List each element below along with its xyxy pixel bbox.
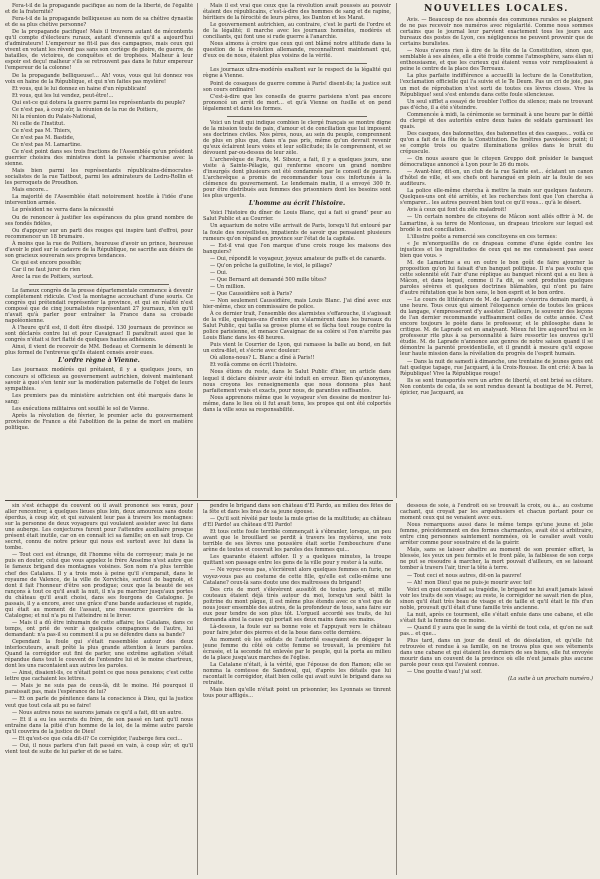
paragraph: Et vous, qui les lui vendez, peut-être!... (12, 92, 114, 99)
paragraph: dessous de soie, à l'endroit où se trouvait la croix, ou à... au costume cachant, qui croyait par les arquebusiers et chacun portant pour ce moment ceux qui ne venaient avec eux. (400, 503, 593, 522)
article-heading: L'ordre règne à Vienne. (58, 357, 140, 365)
paragraph: Et vous, qui le lui donnez en haine d'un républicain! (12, 85, 147, 92)
paragraph: Le fameux congrès de la presse départementale commence à devenir complètement ridicule. C'est la montagne accouchant d'une souris. Ce congrès qui prétendait représenter la province, et qui en réalité n'est composé que de cinq journalistes représentant 27 journaux, n'en qu'il n'avait qu'à parler pour entraîner la France dans sa croisade napoléonienne. (5, 287, 193, 325)
paragraph: — Et qu'est-ce que cela dit-il? Ce corrégidor, l'auberge fera ceci... (12, 735, 183, 742)
paragraph: — Ah! mon Dieu! que ne puis-je mourir avec toi! (407, 579, 533, 586)
section-divider (227, 116, 367, 117)
paragraph: Avis. — Beaucoup de nos abonnés des communes rurales se plaignent de ne pas recevoir nos numéros avec régularité. Comme nous sommes certains que le journal leur parvient exactement tous les jours aux bureaux des postes de Lyon, ces négligences ne peuvent provenir que de certains buralistes. (400, 17, 593, 48)
paragraph: — Le cours de littérature de M. de Laprade s'ouvrira demain mardi, à une heure. Tous ceux qui aiment l'éloquence ornée de toutes les grâces du langage, s'empresseront d'y assister. D'ailleurs, le souvenir des leçons de l'an dernier recommande suffisamment celles de cette année. C'est encore toujours le poète dans le professeur, et le philosophe dans le critique. M. de Laprade est en analysant. Mieux fut lire aujourd'hui en le professeur rite plus à sa personnalité à faire ressortir les œuvres qu'il étudie. M. de Laprade n'annonce aux genres de notre saison quand il se démontre la parenté providentielle, et il grandit à mesure qu'il expose leur haute mission dans la révélation du progrès de l'esprit humain. (400, 297, 593, 358)
paragraph: Les journaux ultra-modérés exaltent sur le respect de la légalité qui règne à Vienne. (203, 67, 391, 80)
paragraph: Ce n'est pas M. Lamartine. (12, 141, 82, 148)
paragraph: Les premiers pas du ministère autrichien ont été marqués dans le sang; (5, 392, 193, 405)
paragraph: À ce dernier trait, l'ensemble des alarmistes s'effarouche, il s'agissait de la ville, quelques-uns d'entre eux s'alarmèrent dans les bureaux du Salut Public, qui tailla sa grosse plume et se fâcha tout rouge contre la police parisienne, et menace Cavaignac de sa colère si l'on n'arrête pas Louis Blanc dans les 48 heures. (203, 311, 391, 342)
paragraph: — Nous autres nous ne saurons jamais ce qu'il a fait, dit un autre. (12, 709, 183, 716)
column-1 (5, 3, 193, 498)
paragraph: De la propagande pacifique! Mais il trouvera autant de mécontents qu'il compte d'électeurs ruraux, autant d'ennemis qu'il a aujourd'hui d'admirateurs! L'empereur ne fit-il pas des campagnes, mais ceux qui vivent en votant les rêvent pas sans son cortège de gloire, de guerre, de batailles, de victoires, de conquêtes et de trophées. Malheur à leur espoir est deçu! malheur s'ils se retrouvent pas dans le futur empereur l'empereur de la colonne! (5, 29, 193, 72)
paragraph: La nuit, après ce tourment, elle s'était enfuie dans une cabane, et elle s'était fait la femme de ce moine. (400, 611, 593, 624)
section-heading: NOUVELLES LOCALES. (424, 4, 569, 14)
section-divider (227, 63, 367, 64)
paragraph: M. de Lamartine a eu en outre le bon goût de faire ajourner la proposition qu'on lui faisait d'un banquet politique. Il n'a pas voulu que cette solennité eût l'air d'une réplique au banquet récent qui a eu lieu à Mâcon, et dans lequel, comme il l'a dit, se sont produites quelques paroles sévères et quelques doctrines blâmables, qui n'ont pu faire d'autre réfutation que le bon sens, le bon esprit et le bon ordre. (400, 259, 593, 297)
paragraph: Ce n'est pas, à coup sûr, la réunion de la rue de Poitiers, (12, 106, 158, 113)
paragraph: Ce n'est pas M. Bastide, (12, 134, 75, 141)
paragraph: Mais encore... (12, 187, 49, 194)
paragraph: Point de cosaques de guerre comme à Paris! disent-ils; la justice suit son cours ordinaire! (203, 80, 391, 93)
paragraph: Mais, sans se laisser abattre au moment de son premier effort, la blessée, les yeux un peu fermés et le front pâle, la faiblesse de son corps ne put se résoudre à marcher, la mort pouvait d'ailleurs, en se laissant tomber à travers l'air, tirer la tête à terre. (400, 547, 593, 572)
paragraph: — Et on parle de pénitence dans la conscience à Dieu, qui la justice veut que tout cela ait pu se faire! (5, 696, 193, 709)
paragraph: Un aquarium de notre ville arrivait de Paris, lorsqu'il fut entouré par la foule des nouvellistes, impatients de savoir que pensaient plusieurs rumeurs qu'on répand en province sur l'état de la capitale. (203, 223, 391, 242)
paragraph: Mais il est vrai que ceux que la révolution avait poussés au pouvoir étaient des républicains, c'est-à-dire des hommes de sang et de rapine, héritiers de la férocité de leurs pères, les Danton et les Marat. (203, 3, 391, 22)
paragraph: — Un million. (210, 283, 246, 290)
paragraph: À moins que la rue de Poitiers, heureuse d'avoir un prince, heureuse d'avoir le pied sur le cadavre de la République, ne sacrifie aux désirs de son gracieux souverain ses propres tendances. (5, 240, 193, 259)
paragraph: Voici un trait qui indique combien le clergé français se montre digne de la mission toute de paix, d'amour et de conciliation que lui imposent ses doctrines civiles. Nos pères, nous, au sein du peuple, comprennent de plus en plus que, dans n'a pas pris, même qu'un devrait revenir qu'eux éclairent leurs voies et leur sollicitude; ils le comprennent, et se dévouent par-ou-dessus de leur zèle. (203, 119, 391, 156)
feuilleton-rule (5, 500, 393, 501)
paragraph: Puis vient le Courrier de Lyon, qui ramasse la balle au bond, en fait un extra-filet, et s'écrie avec douleur: (203, 342, 391, 355)
paragraph: L'illustre poète a remercié ses concitoyens en ces termes: (407, 233, 557, 240)
paragraph: Ce n'est pas M. Thiers, (12, 127, 72, 134)
paragraph: Ils se sont transportés vers un arbre de liberté, et ont brisé sa clôture. Non contents de cela, ils se sont rendus devant la boutique de M. Perret, épicier, rue Jacquard, au (400, 377, 593, 396)
paragraph: Fera-t-il de la propagande belliqueuse au nom de sa chétive dynastie et de sa plus chétive personne? (5, 16, 193, 29)
paragraph: Des cris de mort s'élevèrent aussitôt de toutes parts, et mille couteaux étaient déjà tirés autour du moi, lorsqu'un seul bâtit la poitrine du mont pâque, il est même plus étendu avec ce n'est que de nous jouer ensemble des autres, de la profondeur de tous, sans faire sur eux pour tendre de son plus tôt. L'orgueil accordé ses traits, de lui demanda ainsi la cause qui portait ses deux mains dans ses mains. (203, 586, 391, 623)
paragraph: Ainsi, il vient de recevoir de MM. Bedeau et Cormenin le démenti le plus formel de l'entrevue qu'ils étaient censés avoir eues. (5, 344, 193, 357)
paragraph: Car il ne faut jurer de rien (12, 266, 81, 273)
paragraph: Plus tard, dans un jour de deuil et de désolation, et qu'elle fut retrouvée et rendue à sa famille, on ne trouva plus que ses vêtements dans une cabane et qui étaient les derniers de ses biens, elle fut envoyée mourir dans un couvent de la province où elle n'eut jamais plus aucune parole pour ceux qui l'avaient connue. (400, 637, 593, 669)
paragraph: La plus parfaite indifférence a accueilli la lecture de la Constitution, l'exclamation officielle qui l'a suivie et le Te Deum. Pas un cri de joie, pas un mot de réprobation n'est sorti de toutes ces lèvres closes. Vive la République! seul s'est entendu dans cette foule silencieuse. (400, 73, 593, 98)
paragraph: Nous aimons à croire que ceux qui ont blâmé notre attitude dans la question de la révolution allemande, reconnaîtront maintenant qui, d'eux ou de nous, étaient plus voisins de la vérité. (203, 41, 391, 60)
paragraph: La Catalane n'était, à la vérité, que l'épouse de don Ramon; elle se nomma la comtesse de Sandoval, qui, d'après les détails que lui racontait le corrégidor, était bien celle qui avait suivi le brigand dans sa retraite. (203, 662, 391, 687)
paragraph: L'archevêque de Paris, M. Sibour, a fait, il y a quelques jours, une visite à Sainte-Pélagie, qui renferme encore un grand nombre d'insurgés dont plusieurs ont été condamnés par le conseil de guerre. L'archevêque a promis de recommander tous ces infortunés à la clémence du gouvernement. Le lendemain matin, il a envoyé 300 fr. pour être distribués aux femmes des prisonniers dont les besoins sont les plus urgents. (203, 157, 391, 200)
feuilleton-column-2 (203, 503, 391, 875)
paragraph: Au moment où les soldats de l'autorité essayaient de dégager la jeune femme du côté où cette femme se trouvait, la première fut écrasée, et la seconde fut enlevée par le peuple, qui la porta au milieu de la place jusqu'aux marches de l'église. (203, 636, 391, 662)
paragraph: — Oui, répondit le voyageur, joyeux amateur de puffs et de canards. (210, 255, 387, 262)
column-2 (203, 3, 391, 498)
paragraph: Un seul sifflet a essayé de troubler l'office du silence; mais ne trouvant pas d'écho, il a été s'éteindre. (400, 98, 593, 111)
paragraph: Où allons-nous? L. Blanc a dîné à Paris!! (210, 355, 315, 362)
paragraph: — Oui, il nous parlera d'un fait passé en vain, à coup sûr; et qu'il vient tout de suite de lui parler et de se taire. (5, 742, 193, 755)
paragraph: Voici en quoi consistait sa tragédie, le brigand ne lui avait jamais laissé voir les traits de son visage; au reste, le corrégidor ne savait rien de plus, sinon qu'il était très beau de visage et de taille et qu'il était le fils d'un noble, prouvait qu'il était d'une famille très ancienne. (400, 586, 593, 611)
paragraph: Mais bien parmi les représentants républicains-démocrates-socialistes de la rue Taitbout, parmi les admirateurs de Ledru-Rollin et les perroquets de Proudhon. (5, 168, 193, 187)
paragraph: Avis à ceux qui font du zèle maladroit! (407, 207, 507, 214)
column-divider (396, 3, 397, 498)
column-3 (400, 3, 593, 498)
paragraph: Ce n'est point dans ses trois fractions de l'Assemblée qu'un président guerrier choisira des ministres dont la pensée s'harmonise avec la sienne. (5, 149, 193, 168)
paragraph: Commencée à midi, la cérémonie se terminait à une heure par le défilé du clergé et des autorités entre deux haies de soldats garnissant les quais. (400, 111, 593, 130)
paragraph: — Une goutte d'eau! j'ai soif. (407, 669, 482, 676)
paragraph: Ni celle de l'Institut. (12, 120, 65, 127)
paragraph: Ni la réunion du Palais-National, (12, 113, 97, 120)
paragraph: pendre le brigand dans son château d'El Pardo, au milieu des fêtes de la fête et dans les bras de sa jeune épouse. (203, 503, 391, 516)
paragraph: Voici l'histoire du dîner de Louis Blanc, qui a fait si grand' peur au Salut Public et au Courrier. (203, 210, 391, 223)
paragraph: Les exécutions militaires ont souillé le sol de Vienne. (12, 405, 150, 412)
paragraph: La police elle-même chercha à mettre la main sur quelques fauteurs. Quelques-uns ont été arrêtés, et les recherches font que l'on chercha à s'emparer... les autres peuvent bien tout ce qu'il vous... qu'à le désert. (400, 188, 593, 207)
paragraph: Le président ne verra dans la nécessité (12, 207, 114, 214)
paragraph: — Et il a eu les secrets du frère, de son passé en tant qu'il nous entraîne dans la pitié d'un homme de la loi, de la même autre parole qu'il couvrira de la justice de Dieu! (5, 716, 193, 735)
paragraph: — Qu'il soit révélé par toute la mule grise de la multitude; au château d'El Pardo! au château d'El Pardo! (203, 516, 391, 529)
paragraph: — Tout ceci et nous autres, dit-on la pauvre! (407, 572, 522, 579)
paragraph: — Non seulement Caussidière, mais Louis Blanc. J'ai dîné avec eux hier-même, chez un commissaire de police. (203, 297, 391, 311)
article-heading: L'homme au écrit l'histoire. (248, 200, 346, 208)
paragraph: Là-dessus, la foule sur sa bonne voie et l'appuyait vers le château pour faire jeter des pierres et de la boue dans cette dernière. (203, 623, 391, 636)
paragraph: — Qu'on prêche la guillotine, le viol, le pillage? (210, 262, 333, 269)
paragraph: Avec la rue de Poitiers, surtout. (12, 273, 94, 280)
paragraph: Ce qui est encore possible; (12, 259, 82, 266)
continuation-note: (La suite à un prochain numéro.) (508, 676, 593, 683)
paragraph: Nous remarquons aussi dans le même temps qu'une jeune et jolie femme, précédemment en des formes charmantes, avait été si arbitraire, entre cinq personnes saintement nommées, où le cavalier avait voulu arrêter comme pour soustraire et de la guérir. (400, 522, 593, 547)
paragraph: Ou de renoncer à justifier les espérances du plus grand nombre de ses fondés fidèles, (5, 214, 193, 227)
paragraph: Les journaux modérés qui prétaient, il y a quelques jours, un concours si officieux au gouvernement autrichien, doivent maintenant savoir à quoi s'en tenir sur la modération paternelle de l'objet de leurs sympathies. (5, 367, 193, 392)
paragraph: « Je m'enorgueillis de ce drapeau comme d'une égide contre les injustices et les ingratitudes de ceux qui ne me connaissent pas assez bien que vous. » (400, 240, 593, 259)
paragraph: — Que Caussidière soit à Paris? (210, 290, 293, 297)
paragraph: Cependant la foule qui s'était rassemblée autour des deux interlocuteurs, avait prêté la plus grande attention à leurs paroles. Quand la corrégidor eut fini de parler, une extrême agitation s'était répandue dans tout le couvent de l'entendre lui et le moine chartreux, dont les uns racontaient aux autres les paroles. (5, 639, 193, 670)
section-divider (29, 284, 169, 285)
column-divider (197, 503, 198, 875)
paragraph: Et tous cette foule terrible commençait à s'ébranler, lorsque, un peu avant que le brouillard se perdit à travers les mystères, une voix terrible de ses lèvres une poussière était sortie l'embouchure d'une arène de toutes et couvrait les paroles des femmes qui... (203, 529, 391, 554)
paragraph: — Nous n'avons rien à dire de la fête de la Constitution, sinon que, semblable à ses aînées, elle a été froide comme l'atmosphère, sans élan ni enthousiasme, et que les curieux qui étaient venus voir remplissaient à peine le centre de la place des Terreaux. (400, 48, 593, 73)
paragraph: — On nous assure que le citoyen Greppo doit présider le banquet démocratique annoncé à Lyon pour le 26 du mois. (400, 156, 593, 169)
paragraph: — Oui. (210, 269, 228, 276)
paragraph: — Ainsi, disaient-ils, ce n'était point ce que nous pensions; c'est cette lettre que cachaient les lettres. (5, 670, 193, 683)
paragraph: À l'heure qu'il est, il doit être dissipé. 130 journaux de province se sont déclarés contre lui et pour Cavaignac! Il paraîtrait aussi que le congrès n'était si fort flatté de quelques hautes adhésions. (5, 325, 193, 344)
paragraph: Le gouvernement autrichien, au contraire, c'est le parti de l'ordre et de la légalité; il marche avec les journaux honnêtes, modérés et conciliants, qui font une si rude guerre à l'anarchie. (203, 22, 391, 41)
paragraph: — Ne voyez-vous pas, s'écrièrent alors quelques femmes en furie, ne voyez-vous pas au costume de cette fille, qu'elle est celle-même une Catalane? ceux-là sans doute une des maîtresses du brigand! (203, 567, 391, 586)
paragraph: Qui est-ce qui dotera la guerre parmi les représentants du peuple? (12, 99, 185, 106)
paragraph: Mais bien qu'elle n'était point un prisonnier, les Lyonnais se tinrent tous pour affligés... (203, 687, 391, 700)
column-divider (197, 3, 198, 498)
paragraph: Nous apprenons même que le voyageur s'en dessine de montrer lui-même, dans le lieu où il fut avait tenu, les propos qui ont été colportés dans la ville sous sa responsabilité. (203, 394, 391, 413)
paragraph: — Que Bernard ait demandé 500 mille têtes? (210, 276, 327, 283)
column-divider (396, 503, 397, 875)
paragraph: — Dans la nuit de samedi à dimanche, une trentaine de jeunes gens ont fait quelque tapage, rue Jacquard, à la Croix-Rousse. Ils ont crié: À bas la République! Vive la République rouge! (400, 358, 593, 377)
paragraph: — Avant-hier, dit-on, un club de la rue Sainte est... éclatant un canon d'hôtel de ville, et ses chefs ont harangué en plein air la foule de ses auditeurs. (400, 169, 593, 188)
paragraph: sin s'est échappé du couvent où il avait prononcé ses vœux, pour aller rencontrer, à quelques lieues plus loin, deux amoureux sans doute éperdus, à coup sûr, et qui suivaient leur pas à travers les montagnes: sur la personne de deux voyageurs qui voulaient assister avec lui dans une auberge. Les conjectures furent pour l'attendre auxiliaire presque présent était inutile, car on en connaît ici sa famille; on en sait trop. Ce secret, connu de notre prieur qui nous est surtout avec lui dans la tombe. (5, 503, 193, 552)
paragraph: De la propagande belliqueuse!... Ah! vous, vous qui lui donnez vos voix en haine de la République, et qui n'en faites pas mystère! (5, 72, 193, 85)
feuilleton-column-3 (400, 503, 593, 875)
paragraph: Fera-t-il de la propagande pacifique au nom de la liberté, de l'égalité et de la fraternité? (5, 3, 193, 16)
feuilleton-column-1 (5, 503, 193, 875)
paragraph: Des casques, des baïonnettes, des baïonnettes et des casques... voilà ce qu'on a fait de la fête de la Constitution. De fenêtres pavoisées: point; il se compte trois ou quatre illuminations grêles dans le bruit du crépuscule. (400, 130, 593, 155)
paragraph: — Mais il a dû être inhumain de cette affaire; les Catalans, dans ce temps, ont prié de venir à quelques compagnons de l'autre, lui demandant: n'a pas-il su comment il a pu se défendre dans sa bande? (5, 619, 193, 638)
paragraph: Nous étions du reste, dans le Salut Public d'hier, un article dans lequel il déclare désirer avoir été induit en erreur. Bien qu'anonymes, nous croyons les renseignements que nous donnons plus haut parfaitement vrais et exacts, pour nous, de garanties suffisantes. (203, 369, 391, 394)
paragraph: Après la révolution de février, le premier acte du gouvernement provisoire de France a été l'abolition de la peine de mort en matière politique. (5, 412, 193, 431)
paragraph: — Tout ceci est étrange, dit l'homme vêtu de corroyeur; mais je ne puis en douter, celui que vous appelez le frère Anselme n'est autre que le fameux brigand des montagnes voisines. Son nom n'a plus terrible chef des Catalans. Il y a trois mois à peine qu'il s'emparait, dans le royaume de Valence, de la ville de Xorvichès, surtout de bagnole, et dont il fait l'honneur d'être son prodigue; ceux que la beauté de ses rançons à tout ce qu'il avait la nuit, il n'a pu marcher jusqu'aux portes du château qu'il avait choisi, dans ses fourgons de Catalogne. Je passais, il y a encore, avec une grâce d'une bande audacieuse et rapide, qui était au moment de l'assaut, une ressource guerrière de la Catalogne; et nul n'a pu ni l'atteindre ni le livrer. (5, 552, 193, 619)
paragraph: — Mais je ne suis pas de ceux-là, dit le moine. Hé pourquoi il paraissait pas, mais l'espérance de lui? (5, 683, 193, 696)
paragraph: C'est-à-dire que les conseils de guerre parisiens n'ont pas encore prononcé un arrêt de mort... et qu'à Vienne on fusille et on pend légalement et dans les formes. (203, 93, 391, 112)
paragraph: — Un certain nombre de citoyens de Mâcon sont allés offrir à M. de Lamartine, à sa terre de Montceau, un drapeau tricolore sur lequel est brodé le mot conciliation. (400, 214, 593, 233)
paragraph: — Quand il y aura que le sang de la vérité de tout cela, et qu'on ne sait pas... et que... (400, 624, 593, 637)
paragraph: Les quarante étaient affoler. Il y a quelques minutes, la troupe quittant son passage entre les gens de la ville pour y rester à la suite. (203, 554, 391, 567)
paragraph: Et voilà comme on écrit l'histoire. (210, 362, 298, 369)
paragraph: — Est-il vrai que l'on marque d'une croix rouge les maisons des banquiers? (203, 242, 391, 255)
paragraph: La majorité de l'Assemblée était notoirement hostile à l'idée d'une intervention armée. (5, 194, 193, 207)
paragraph: Ou d'appuyer sur un parti des rouges qui inspire tant d'effroi, pour recommencer un 18 brumaire. (5, 227, 193, 240)
